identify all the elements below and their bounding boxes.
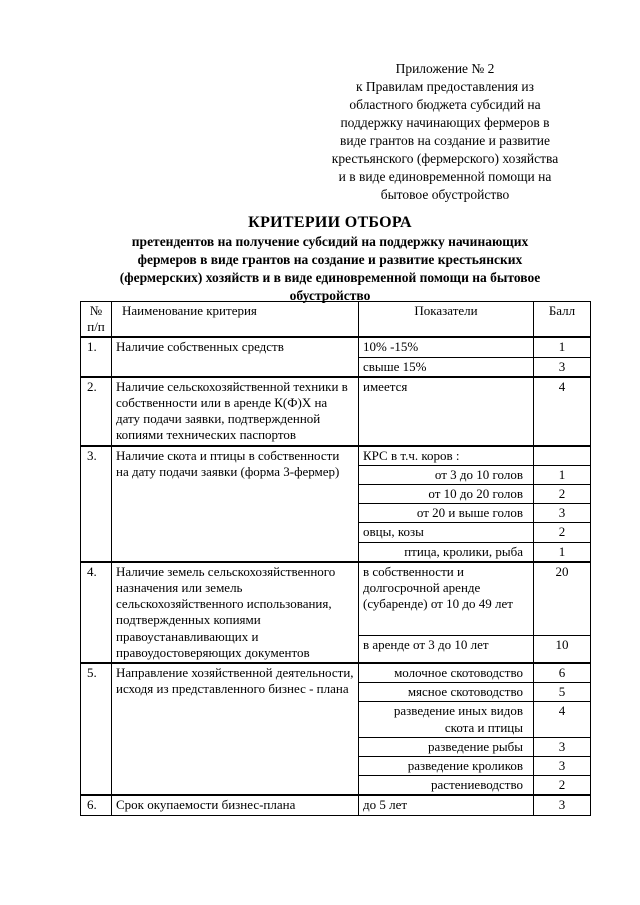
header-score: Балл: [534, 302, 591, 338]
subtitle-line: обустройство: [289, 288, 371, 303]
indicator-cell: КРС в т.ч. коров :: [359, 446, 534, 466]
appendix-line: к Правилам предоставления из: [356, 79, 534, 94]
criterion-name: Наличие сельскохозяйственной техники в собственности или в аренде К(Ф)Х на дату подачи заявки, подтвержденной копиями технических паспортов: [112, 377, 359, 446]
indicator-cell: птица, кролики, рыба: [359, 542, 534, 562]
score-cell: 2: [534, 485, 591, 504]
criterion-name: Наличие скота и птицы в собственности на дату подачи заявки (форма 3-фермер): [112, 446, 359, 562]
indicator-cell: мясное скотоводство: [359, 683, 534, 702]
indicator-cell: разведение рыбы: [359, 737, 534, 756]
criterion-name: Наличие земель сельскохозяйственного назначения или земель сельскохозяйственного использования, подтвержденных копиями правоустанавливающих и правоудостоверяющих документов: [112, 562, 359, 663]
appendix-line: Приложение № 2: [395, 61, 495, 76]
score-cell: 2: [534, 523, 591, 542]
indicator-cell: разведение иных видов скота и птицы: [359, 702, 534, 737]
header-indicators: Показатели: [359, 302, 534, 338]
score-cell: 3: [534, 504, 591, 523]
table-header-row: [81, 302, 591, 338]
score-cell: [534, 446, 591, 466]
indicator-cell: от 20 и выше голов: [359, 504, 534, 523]
criterion-number: 1.: [81, 337, 112, 376]
appendix-line: крестьянского (фермерского) хозяйства: [331, 151, 559, 166]
table-row: [81, 795, 591, 815]
score-cell: 10: [534, 635, 591, 663]
score-cell: 2: [534, 776, 591, 796]
subtitle-line: фермеров в виде грантов на создание и развитие крестьянских: [137, 252, 523, 267]
score-cell: 4: [534, 702, 591, 737]
criterion-name: Наличие собственных средств: [112, 337, 359, 376]
criterion-number: 4.: [81, 562, 112, 663]
indicator-cell: разведение кроликов: [359, 757, 534, 776]
score-cell: 4: [534, 377, 591, 446]
indicator-cell: имеется: [359, 377, 534, 446]
table-row: [81, 663, 591, 683]
appendix-line: виде грантов на создание и развитие: [339, 133, 551, 148]
criteria-body: [81, 337, 591, 815]
score-cell: 3: [534, 737, 591, 756]
indicator-cell: 10% -15%: [359, 337, 534, 357]
score-cell: 3: [534, 795, 591, 815]
appendix-line: поддержку начинающих фермеров в: [340, 115, 550, 130]
criterion-number: 2.: [81, 377, 112, 446]
indicator-cell: от 10 до 20 голов: [359, 485, 534, 504]
document-subtitle: [60, 233, 600, 305]
score-cell: 3: [534, 357, 591, 377]
criterion-number: 3.: [81, 446, 112, 562]
criterion-number: 6.: [81, 795, 112, 815]
score-cell: 5: [534, 683, 591, 702]
table-row: [81, 446, 591, 466]
score-cell: 1: [534, 542, 591, 562]
criteria-table: [80, 301, 591, 816]
score-cell: 1: [534, 465, 591, 484]
score-cell: 20: [534, 562, 591, 635]
indicator-cell: растениеводство: [359, 776, 534, 796]
table-row: [81, 377, 591, 446]
indicator-cell: до 5 лет: [359, 795, 534, 815]
criterion-name: Срок окупаемости бизнес-плана: [112, 795, 359, 815]
header-num: № п/п: [81, 302, 112, 338]
document-heading: [60, 213, 600, 305]
document-title: КРИТЕРИИ ОТБОРА: [248, 214, 412, 231]
appendix-line: и в виде единовременной помощи на: [338, 169, 552, 184]
criterion-number: 5.: [81, 663, 112, 795]
table-row: [81, 562, 591, 635]
header-criterion: Наименование критерия: [112, 302, 359, 338]
appendix-line: бытовое обустройство: [380, 187, 510, 202]
indicator-cell: молочное скотоводство: [359, 663, 534, 683]
indicator-cell: овцы, козы: [359, 523, 534, 542]
indicator-cell: от 3 до 10 голов: [359, 465, 534, 484]
indicator-cell: свыше 15%: [359, 357, 534, 377]
score-cell: 6: [534, 663, 591, 683]
subtitle-line: претендентов на получение субсидий на поддержку начинающих: [131, 234, 529, 249]
table-row: [81, 337, 591, 357]
subtitle-line: (фермерских) хозяйств и в виде единовременной помощи на бытовое: [119, 270, 541, 285]
indicator-cell: в собственности и долгосрочной аренде (субаренде) от 10 до 49 лет: [359, 562, 534, 635]
appendix-block: [300, 60, 590, 204]
appendix-line: областного бюджета субсидий на: [349, 97, 541, 112]
score-cell: 1: [534, 337, 591, 357]
criterion-name: Направление хозяйственной деятельности, исходя из представленного бизнес - плана: [112, 663, 359, 795]
indicator-cell: в аренде от 3 до 10 лет: [359, 635, 534, 663]
score-cell: 3: [534, 757, 591, 776]
